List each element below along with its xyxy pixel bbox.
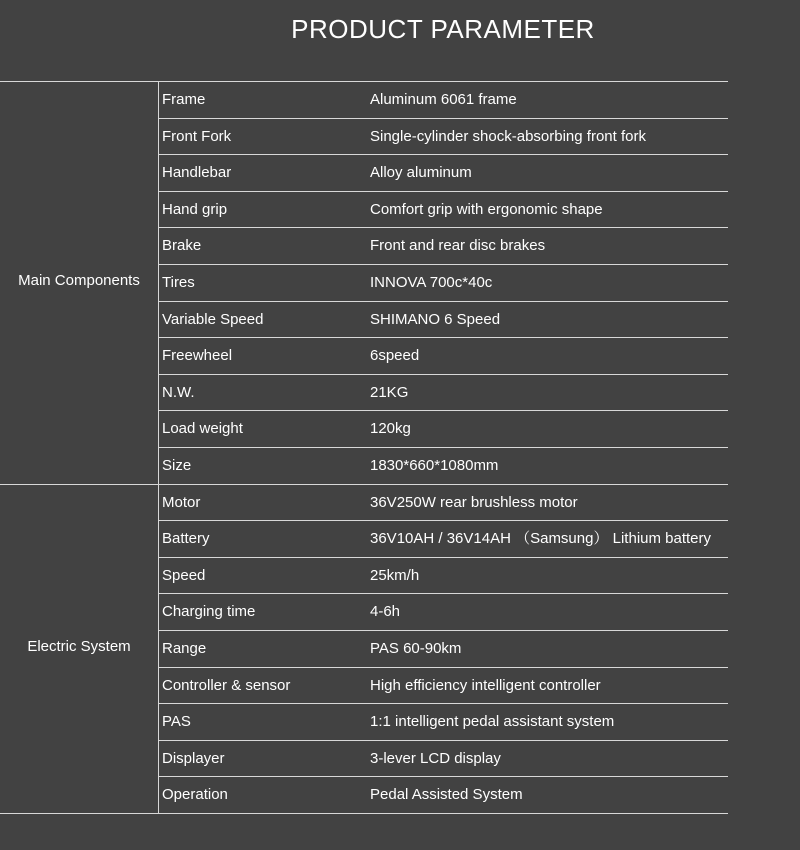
param-value: 36V250W rear brushless motor — [370, 493, 578, 511]
row-divider — [158, 667, 728, 668]
row-divider — [158, 154, 728, 155]
param-name: Tires — [162, 274, 195, 291]
group-divider — [0, 813, 728, 814]
row-divider — [158, 410, 728, 411]
row-divider — [158, 740, 728, 741]
row-divider — [158, 227, 728, 228]
param-name: Speed — [162, 566, 206, 584]
param-value: 3-lever LCD display — [370, 749, 501, 767]
column-divider — [158, 81, 159, 484]
row-divider — [158, 337, 728, 338]
param-name: Motor — [162, 493, 201, 511]
group-label: Electric System — [27, 638, 131, 655]
row-divider — [158, 630, 728, 631]
param-name: Handlebar — [162, 164, 232, 182]
param-name: Displayer — [162, 749, 225, 767]
param-value: 1830*660*1080mm — [370, 457, 499, 474]
column-divider — [158, 484, 159, 813]
param-value: PAS 60-90km — [370, 640, 462, 657]
param-value: 120kg — [370, 420, 411, 438]
param-name: Operation — [162, 786, 228, 804]
row-divider — [158, 374, 728, 375]
param-value: 36V10AH / 36V14AH （Samsung） Lithium battery — [370, 530, 712, 548]
param-name: N.W. — [162, 383, 195, 401]
row-divider — [158, 447, 728, 448]
row-divider — [158, 301, 728, 302]
row-divider — [158, 557, 728, 558]
param-value: 1:1 intelligent pedal assistant system — [370, 713, 615, 731]
param-value: Aluminum 6061 frame — [370, 91, 517, 108]
param-name: Variable Speed — [162, 310, 264, 328]
param-name: Frame — [162, 91, 206, 108]
param-name: Charging time — [162, 603, 256, 621]
param-value: 25km/h — [370, 566, 420, 584]
param-value: SHIMANO 6 Speed — [370, 310, 501, 328]
param-value: Alloy aluminum — [370, 164, 472, 182]
param-value: High efficiency intelligent controller — [370, 676, 601, 694]
row-divider — [158, 191, 728, 192]
param-name: Controller & sensor — [162, 676, 291, 694]
table-top-border — [0, 81, 728, 82]
group-divider — [0, 484, 728, 485]
param-value: Single-cylinder shock-absorbing front fork — [370, 127, 646, 145]
row-divider — [158, 776, 728, 777]
param-name: PAS — [162, 713, 191, 731]
param-name: Range — [162, 640, 207, 657]
param-name: Size — [162, 457, 192, 474]
param-value: Pedal Assisted System — [370, 786, 523, 804]
param-name: Brake — [162, 237, 202, 255]
param-value: 6speed — [370, 347, 420, 365]
row-divider — [158, 118, 728, 119]
param-name: Load weight — [162, 420, 243, 438]
param-value: 21KG — [370, 383, 409, 401]
param-value: 4-6h — [370, 603, 401, 621]
param-name: Battery — [162, 530, 210, 548]
row-divider — [158, 520, 728, 521]
param-value: INNOVA 700c*40c — [370, 274, 493, 291]
param-value: Comfort grip with ergonomic shape — [370, 200, 603, 218]
param-name: Freewheel — [162, 347, 233, 365]
param-name: Front Fork — [162, 127, 232, 145]
group-label: Main Components — [18, 272, 140, 289]
row-divider — [158, 264, 728, 265]
page-title: PRODUCT PARAMETER — [291, 14, 595, 44]
param-value: Front and rear disc brakes — [370, 237, 546, 255]
param-name: Hand grip — [162, 200, 228, 218]
row-divider — [158, 703, 728, 704]
row-divider — [158, 593, 728, 594]
